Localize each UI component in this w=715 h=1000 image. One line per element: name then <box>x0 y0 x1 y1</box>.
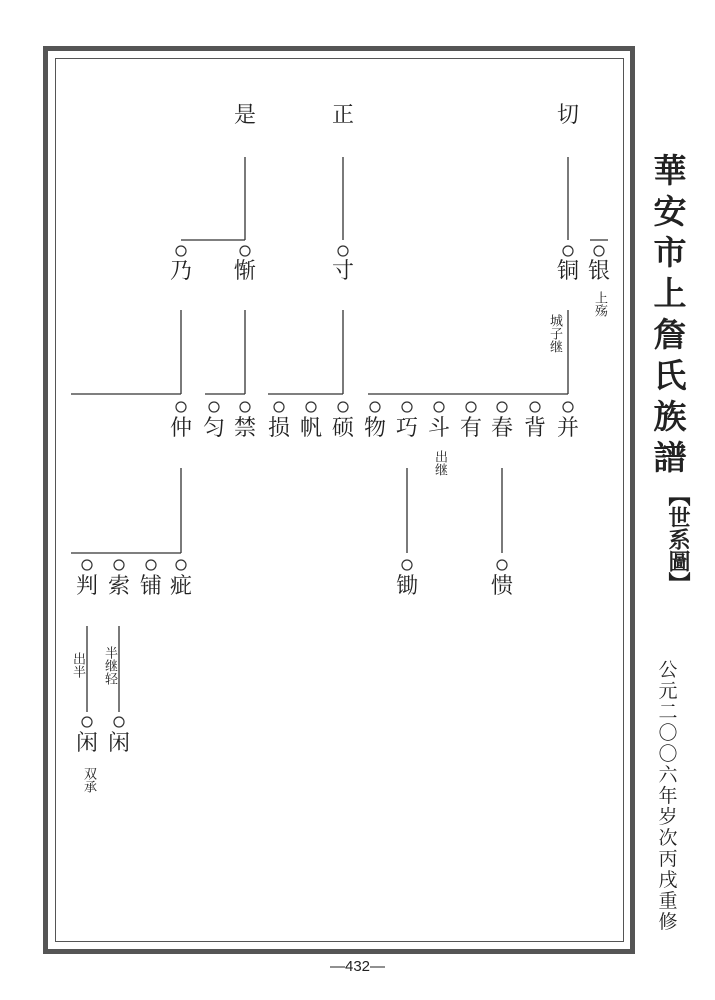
circle-sun <box>274 402 284 412</box>
circle-pu <box>146 560 156 570</box>
name-suo: 索 <box>107 574 130 599</box>
name-xian2: 闲 <box>107 731 130 756</box>
circle-suo <box>114 560 124 570</box>
name-fan: 帆 <box>299 416 322 441</box>
name-chun: 春 <box>490 416 513 441</box>
circle-xian1 <box>82 717 92 727</box>
name-bei: 背 <box>523 416 546 441</box>
name-yun: 匀 <box>202 416 225 441</box>
name-pan: 判 <box>75 574 98 599</box>
name-ci: 疵 <box>169 574 192 599</box>
circle-yin <box>594 246 604 256</box>
name-sun: 损 <box>267 416 290 441</box>
name-shuo: 硕 <box>331 416 354 441</box>
circle-kui <box>497 560 507 570</box>
name-qie: 切 <box>556 103 579 128</box>
circle-ci <box>176 560 186 570</box>
circle-nai <box>176 246 186 256</box>
note-yin: 上殇 <box>592 291 607 317</box>
note-xian-bottom: 双承 <box>81 767 96 793</box>
circle-fan <box>306 402 316 412</box>
name-shi: 是 <box>233 103 256 128</box>
circle-bing <box>563 402 573 412</box>
circle-chun <box>497 402 507 412</box>
name-kui: 愦 <box>490 574 513 599</box>
circle-can <box>240 246 250 256</box>
name-xian1: 闲 <box>75 731 98 756</box>
circle-bei <box>530 402 540 412</box>
name-you: 有 <box>459 416 482 441</box>
circle-xian2 <box>114 717 124 727</box>
circle-yun <box>209 402 219 412</box>
name-qiao: 巧 <box>395 416 418 441</box>
name-nai: 乃 <box>169 259 192 284</box>
section-heading: 【世系圖】 <box>665 484 691 594</box>
note-xian1: 出半 <box>70 652 85 678</box>
circle-cun <box>338 246 348 256</box>
name-chu: 锄 <box>395 574 418 599</box>
circle-qiao <box>402 402 412 412</box>
note-tong: 城子继 <box>547 314 562 353</box>
circle-dou <box>434 402 444 412</box>
name-yin: 银 <box>587 259 610 284</box>
name-can: 惭 <box>233 259 256 284</box>
name-dou: 斗 <box>427 416 450 441</box>
book-title: 華安市上詹氏族譜 <box>653 151 687 477</box>
name-zhong: 仲 <box>169 416 192 441</box>
name-pu: 铺 <box>139 574 162 599</box>
circle-pan <box>82 560 92 570</box>
name-bing: 并 <box>556 416 579 441</box>
circle-chu <box>402 560 412 570</box>
name-zheng: 正 <box>331 103 354 128</box>
circle-zhong <box>176 402 186 412</box>
page-number: —432— <box>329 958 386 975</box>
circle-shuo <box>338 402 348 412</box>
revision-date: 公元二〇〇六年岁次丙戌重修 <box>658 659 678 933</box>
circle-tong <box>563 246 573 256</box>
name-cun: 寸 <box>331 259 354 284</box>
circle-you <box>466 402 476 412</box>
note-dou: 出继 <box>432 450 447 476</box>
name-jin: 禁 <box>233 416 256 441</box>
name-tong: 铜 <box>556 259 579 284</box>
name-wu: 物 <box>363 416 386 441</box>
note-xian2: 半继轻 <box>102 646 117 685</box>
circle-jin <box>240 402 250 412</box>
circle-wu <box>370 402 380 412</box>
